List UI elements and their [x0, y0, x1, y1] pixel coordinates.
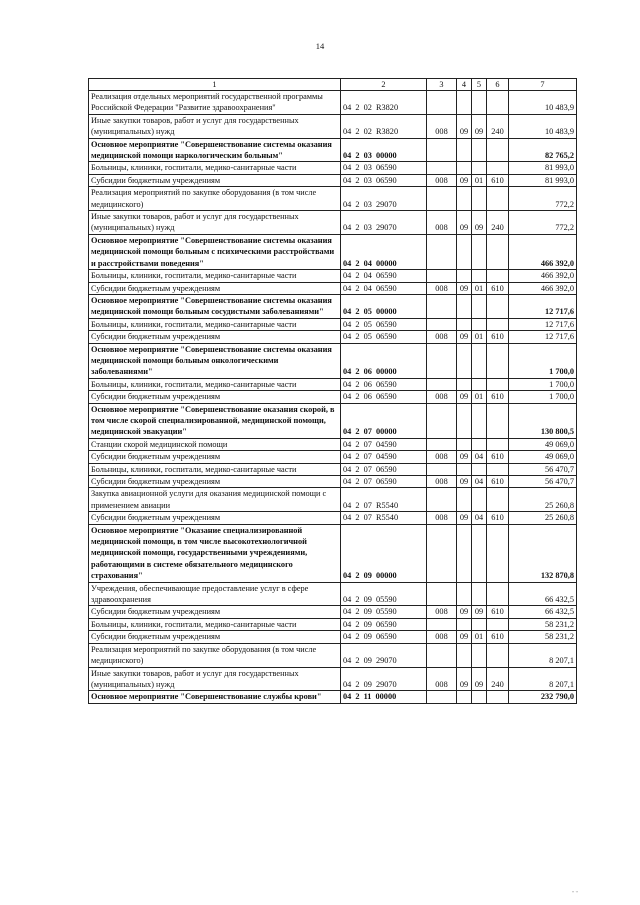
table-row	[89, 174, 577, 186]
table-row	[89, 162, 577, 174]
header-cell: 3	[427, 79, 457, 91]
code-cell: 04 2 07 00000	[341, 403, 427, 438]
expense-type-cell	[487, 582, 509, 606]
subsection-cell	[472, 438, 487, 450]
code-cell: 04 2 04 00000	[341, 234, 427, 269]
section-cell	[457, 463, 472, 475]
amount-cell: 1 700,0	[509, 391, 577, 403]
table-row	[89, 378, 577, 390]
section-cell	[457, 343, 472, 378]
code-cell: 04 2 09 06590	[341, 618, 427, 630]
row-name-cell: Больницы, клиники, госпитали, медико-санитарные части	[89, 270, 341, 282]
subsection-cell	[472, 643, 487, 667]
subsection-cell	[472, 318, 487, 330]
header-cell: 6	[487, 79, 509, 91]
code-cell: 04 2 03 06590	[341, 162, 427, 174]
amount-cell: 8 207,1	[509, 667, 577, 691]
ministry-code-cell: 008	[427, 606, 457, 618]
row-name-cell: Основное мероприятие "Совершенствование системы оказания медицинской помощи больным сосудистыми заболеваниями"	[89, 294, 341, 318]
expense-type-cell: 240	[487, 211, 509, 235]
section-cell	[457, 187, 472, 211]
row-name-cell: Станции скорой медицинской помощи	[89, 438, 341, 450]
table-body	[89, 91, 577, 704]
row-name-cell: Субсидии бюджетным учреждениям	[89, 476, 341, 488]
section-cell	[457, 318, 472, 330]
subsection-cell	[472, 582, 487, 606]
code-cell: 04 2 07 06590	[341, 463, 427, 475]
row-name-cell: Учреждения, обеспечивающие предоставление услуг в сфере здравоохранения	[89, 582, 341, 606]
code-cell: 04 2 09 05590	[341, 606, 427, 618]
table-row	[89, 524, 577, 582]
amount-cell: 130 800,5	[509, 403, 577, 438]
table-row	[89, 438, 577, 450]
ministry-code-cell	[427, 138, 457, 162]
code-cell: 04 2 07 04590	[341, 438, 427, 450]
expense-type-cell	[487, 403, 509, 438]
code-cell: 04 2 09 29070	[341, 643, 427, 667]
corner-mark: " "	[571, 891, 578, 897]
table-header-row	[89, 79, 577, 91]
code-cell: 04 2 06 06590	[341, 391, 427, 403]
section-cell	[457, 524, 472, 582]
header-cell: 4	[457, 79, 472, 91]
row-name-cell: Субсидии бюджетным учреждениям	[89, 282, 341, 294]
expense-type-cell	[487, 524, 509, 582]
section-cell	[457, 582, 472, 606]
table-row	[89, 282, 577, 294]
table-row	[89, 631, 577, 643]
table-row	[89, 451, 577, 463]
page-number: 14	[315, 41, 325, 51]
amount-cell: 58 231,2	[509, 618, 577, 630]
budget-table	[88, 78, 577, 704]
subsection-cell	[472, 270, 487, 282]
expense-type-cell: 610	[487, 631, 509, 643]
ministry-code-cell: 008	[427, 282, 457, 294]
subsection-cell: 01	[472, 391, 487, 403]
amount-cell: 56 470,7	[509, 476, 577, 488]
subsection-cell: 01	[472, 174, 487, 186]
table-row	[89, 114, 577, 138]
amount-cell: 58 231,2	[509, 631, 577, 643]
ministry-code-cell	[427, 91, 457, 115]
code-cell: 04 2 09 29070	[341, 667, 427, 691]
row-name-cell: Субсидии бюджетным учреждениям	[89, 631, 341, 643]
expense-type-cell: 610	[487, 282, 509, 294]
expense-type-cell	[487, 643, 509, 667]
section-cell: 09	[457, 211, 472, 235]
ministry-code-cell: 008	[427, 667, 457, 691]
section-cell	[457, 691, 472, 703]
ministry-code-cell	[427, 582, 457, 606]
code-cell: 04 2 05 00000	[341, 294, 427, 318]
table-row	[89, 667, 577, 691]
amount-cell: 132 870,8	[509, 524, 577, 582]
subsection-cell	[472, 234, 487, 269]
section-cell: 09	[457, 631, 472, 643]
expense-type-cell	[487, 294, 509, 318]
section-cell: 09	[457, 451, 472, 463]
table-row	[89, 691, 577, 703]
row-name-cell: Основное мероприятие "Оказание специализированной медицинской помощи, в том числе высокотехнологичной медицинской помощи, государственными учреждениями, работающими в системе обязательного медицинского страхования"	[89, 524, 341, 582]
row-name-cell: Субсидии бюджетным учреждениям	[89, 451, 341, 463]
row-name-cell: Субсидии бюджетным учреждениям	[89, 331, 341, 343]
subsection-cell: 01	[472, 631, 487, 643]
subsection-cell	[472, 618, 487, 630]
expense-type-cell: 240	[487, 114, 509, 138]
code-cell: 04 2 03 00000	[341, 138, 427, 162]
expense-type-cell	[487, 488, 509, 512]
row-name-cell: Основное мероприятие "Совершенствование системы оказания медицинской помощи больным онкологическими заболеваниями"	[89, 343, 341, 378]
row-name-cell: Субсидии бюджетным учреждениям	[89, 391, 341, 403]
amount-cell: 466 392,0	[509, 282, 577, 294]
code-cell: 04 2 05 06590	[341, 318, 427, 330]
table-row	[89, 211, 577, 235]
section-cell	[457, 438, 472, 450]
amount-cell: 49 069,0	[509, 438, 577, 450]
amount-cell: 12 717,6	[509, 318, 577, 330]
code-cell: 04 2 06 06590	[341, 378, 427, 390]
row-name-cell: Больницы, клиники, госпитали, медико-санитарные части	[89, 463, 341, 475]
row-name-cell: Субсидии бюджетным учреждениям	[89, 606, 341, 618]
table-row	[89, 512, 577, 524]
expense-type-cell: 610	[487, 476, 509, 488]
table-row	[89, 643, 577, 667]
section-cell	[457, 643, 472, 667]
row-name-cell: Больницы, клиники, госпитали, медико-санитарные части	[89, 618, 341, 630]
subsection-cell: 09	[472, 211, 487, 235]
expense-type-cell	[487, 463, 509, 475]
subsection-cell	[472, 524, 487, 582]
row-name-cell: Основное мероприятие "Совершенствование системы оказания медицинской помощи больным с психическими расстройствами и расстройствами поведения"	[89, 234, 341, 269]
row-name-cell: Реализация мероприятий по закупке оборудования (в том числе медицинского)	[89, 187, 341, 211]
expense-type-cell: 240	[487, 667, 509, 691]
section-cell	[457, 618, 472, 630]
table-row	[89, 234, 577, 269]
ministry-code-cell: 008	[427, 476, 457, 488]
code-cell: 04 2 09 00000	[341, 524, 427, 582]
code-cell: 04 2 04 06590	[341, 282, 427, 294]
section-cell	[457, 378, 472, 390]
subsection-cell: 09	[472, 606, 487, 618]
row-name-cell: Реализация отдельных мероприятий государственной программы Российской Федерации "Развитие здравоохранения"	[89, 91, 341, 115]
amount-cell: 1 700,0	[509, 343, 577, 378]
amount-cell: 772,2	[509, 211, 577, 235]
table-row	[89, 476, 577, 488]
ministry-code-cell: 008	[427, 331, 457, 343]
table-row	[89, 463, 577, 475]
subsection-cell	[472, 138, 487, 162]
amount-cell: 232 790,0	[509, 691, 577, 703]
expense-type-cell	[487, 138, 509, 162]
subsection-cell: 01	[472, 282, 487, 294]
row-name-cell: Иные закупки товаров, работ и услуг для государственных (муниципальных) нужд	[89, 114, 341, 138]
row-name-cell: Иные закупки товаров, работ и услуг для государственных (муниципальных) нужд	[89, 667, 341, 691]
amount-cell: 81 993,0	[509, 174, 577, 186]
table-row	[89, 391, 577, 403]
row-name-cell: Больницы, клиники, госпитали, медико-санитарные части	[89, 378, 341, 390]
table-row	[89, 488, 577, 512]
ministry-code-cell: 008	[427, 391, 457, 403]
ministry-code-cell	[427, 343, 457, 378]
row-name-cell: Основное мероприятие "Совершенствование оказания скорой, в том числе скорой специализированной, медицинской помощи, медицинской эвакуации"	[89, 403, 341, 438]
ministry-code-cell: 008	[427, 211, 457, 235]
row-name-cell: Иные закупки товаров, работ и услуг для государственных (муниципальных) нужд	[89, 211, 341, 235]
code-cell: 04 2 07 06590	[341, 476, 427, 488]
amount-cell: 82 765,2	[509, 138, 577, 162]
table-row	[89, 138, 577, 162]
code-cell: 04 2 05 06590	[341, 331, 427, 343]
section-cell: 09	[457, 667, 472, 691]
row-name-cell: Реализация мероприятий по закупке оборудования (в том числе медицинского)	[89, 643, 341, 667]
expense-type-cell	[487, 318, 509, 330]
expense-type-cell: 610	[487, 391, 509, 403]
table-row	[89, 270, 577, 282]
code-cell: 04 2 09 06590	[341, 631, 427, 643]
amount-cell: 56 470,7	[509, 463, 577, 475]
table-row	[89, 331, 577, 343]
code-cell: 04 2 07 04590	[341, 451, 427, 463]
amount-cell: 25 260,8	[509, 512, 577, 524]
code-cell: 04 2 07 R5540	[341, 512, 427, 524]
subsection-cell: 04	[472, 512, 487, 524]
subsection-cell	[472, 187, 487, 211]
amount-cell: 772,2	[509, 187, 577, 211]
ministry-code-cell	[427, 318, 457, 330]
header-cell: 1	[89, 79, 341, 91]
code-cell: 04 2 02 R3820	[341, 114, 427, 138]
code-cell: 04 2 03 29070	[341, 187, 427, 211]
amount-cell: 466 392,0	[509, 234, 577, 269]
amount-cell: 8 207,1	[509, 643, 577, 667]
expense-type-cell	[487, 691, 509, 703]
expense-type-cell	[487, 378, 509, 390]
section-cell	[457, 294, 472, 318]
ministry-code-cell	[427, 488, 457, 512]
section-cell	[457, 270, 472, 282]
section-cell	[457, 162, 472, 174]
amount-cell: 466 392,0	[509, 270, 577, 282]
ministry-code-cell: 008	[427, 451, 457, 463]
subsection-cell	[472, 294, 487, 318]
amount-cell: 25 260,8	[509, 488, 577, 512]
expense-type-cell	[487, 91, 509, 115]
subsection-cell	[472, 403, 487, 438]
ministry-code-cell: 008	[427, 631, 457, 643]
section-cell	[457, 234, 472, 269]
ministry-code-cell	[427, 378, 457, 390]
expense-type-cell	[487, 438, 509, 450]
ministry-code-cell	[427, 643, 457, 667]
subsection-cell: 04	[472, 476, 487, 488]
row-name-cell: Закупка авиационной услуги для оказания медицинской помощи с применением авиации	[89, 488, 341, 512]
header-cell: 2	[341, 79, 427, 91]
ministry-code-cell	[427, 403, 457, 438]
section-cell	[457, 138, 472, 162]
table-row	[89, 343, 577, 378]
expense-type-cell	[487, 187, 509, 211]
amount-cell: 10 483,9	[509, 114, 577, 138]
table-row	[89, 187, 577, 211]
subsection-cell	[472, 378, 487, 390]
ministry-code-cell	[427, 187, 457, 211]
subsection-cell	[472, 691, 487, 703]
table-row	[89, 91, 577, 115]
header-cell: 7	[509, 79, 577, 91]
header-cell: 5	[472, 79, 487, 91]
section-cell: 09	[457, 174, 472, 186]
ministry-code-cell	[427, 270, 457, 282]
row-name-cell: Субсидии бюджетным учреждениям	[89, 512, 341, 524]
code-cell: 04 2 02 R3820	[341, 91, 427, 115]
section-cell	[457, 403, 472, 438]
subsection-cell	[472, 463, 487, 475]
code-cell: 04 2 11 00000	[341, 691, 427, 703]
amount-cell: 49 069,0	[509, 451, 577, 463]
subsection-cell	[472, 488, 487, 512]
table-row	[89, 606, 577, 618]
ministry-code-cell	[427, 691, 457, 703]
row-name-cell: Основное мероприятие "Совершенствование службы крови"	[89, 691, 341, 703]
code-cell: 04 2 03 06590	[341, 174, 427, 186]
code-cell: 04 2 09 05590	[341, 582, 427, 606]
amount-cell: 10 483,9	[509, 91, 577, 115]
subsection-cell: 01	[472, 331, 487, 343]
subsection-cell: 09	[472, 667, 487, 691]
section-cell: 09	[457, 476, 472, 488]
code-cell: 04 2 04 06590	[341, 270, 427, 282]
expense-type-cell	[487, 343, 509, 378]
amount-cell: 12 717,6	[509, 294, 577, 318]
ministry-code-cell	[427, 463, 457, 475]
expense-type-cell: 610	[487, 451, 509, 463]
table-row	[89, 294, 577, 318]
subsection-cell: 09	[472, 114, 487, 138]
section-cell	[457, 488, 472, 512]
section-cell: 09	[457, 606, 472, 618]
expense-type-cell: 610	[487, 331, 509, 343]
section-cell: 09	[457, 114, 472, 138]
amount-cell: 66 432,5	[509, 582, 577, 606]
expense-type-cell: 610	[487, 512, 509, 524]
subsection-cell	[472, 91, 487, 115]
row-name-cell: Больницы, клиники, госпитали, медико-санитарные части	[89, 162, 341, 174]
subsection-cell	[472, 343, 487, 378]
section-cell: 09	[457, 512, 472, 524]
code-cell: 04 2 03 29070	[341, 211, 427, 235]
section-cell: 09	[457, 391, 472, 403]
ministry-code-cell: 008	[427, 512, 457, 524]
section-cell: 09	[457, 282, 472, 294]
ministry-code-cell	[427, 294, 457, 318]
expense-type-cell: 610	[487, 606, 509, 618]
section-cell: 09	[457, 331, 472, 343]
expense-type-cell	[487, 618, 509, 630]
table-row	[89, 582, 577, 606]
table-row	[89, 618, 577, 630]
amount-cell: 66 432,5	[509, 606, 577, 618]
row-name-cell: Основное мероприятие "Совершенствование системы оказания медицинской помощи наркологическим больным"	[89, 138, 341, 162]
code-cell: 04 2 07 R5540	[341, 488, 427, 512]
expense-type-cell	[487, 234, 509, 269]
section-cell	[457, 91, 472, 115]
row-name-cell: Больницы, клиники, госпитали, медико-санитарные части	[89, 318, 341, 330]
ministry-code-cell	[427, 438, 457, 450]
expense-type-cell	[487, 162, 509, 174]
expense-type-cell	[487, 270, 509, 282]
table-row	[89, 403, 577, 438]
expense-type-cell: 610	[487, 174, 509, 186]
ministry-code-cell	[427, 524, 457, 582]
ministry-code-cell	[427, 618, 457, 630]
ministry-code-cell	[427, 234, 457, 269]
ministry-code-cell	[427, 162, 457, 174]
amount-cell: 81 993,0	[509, 162, 577, 174]
subsection-cell: 04	[472, 451, 487, 463]
row-name-cell: Субсидии бюджетным учреждениям	[89, 174, 341, 186]
amount-cell: 12 717,6	[509, 331, 577, 343]
subsection-cell	[472, 162, 487, 174]
ministry-code-cell: 008	[427, 174, 457, 186]
ministry-code-cell: 008	[427, 114, 457, 138]
table-row	[89, 318, 577, 330]
amount-cell: 1 700,0	[509, 378, 577, 390]
code-cell: 04 2 06 00000	[341, 343, 427, 378]
